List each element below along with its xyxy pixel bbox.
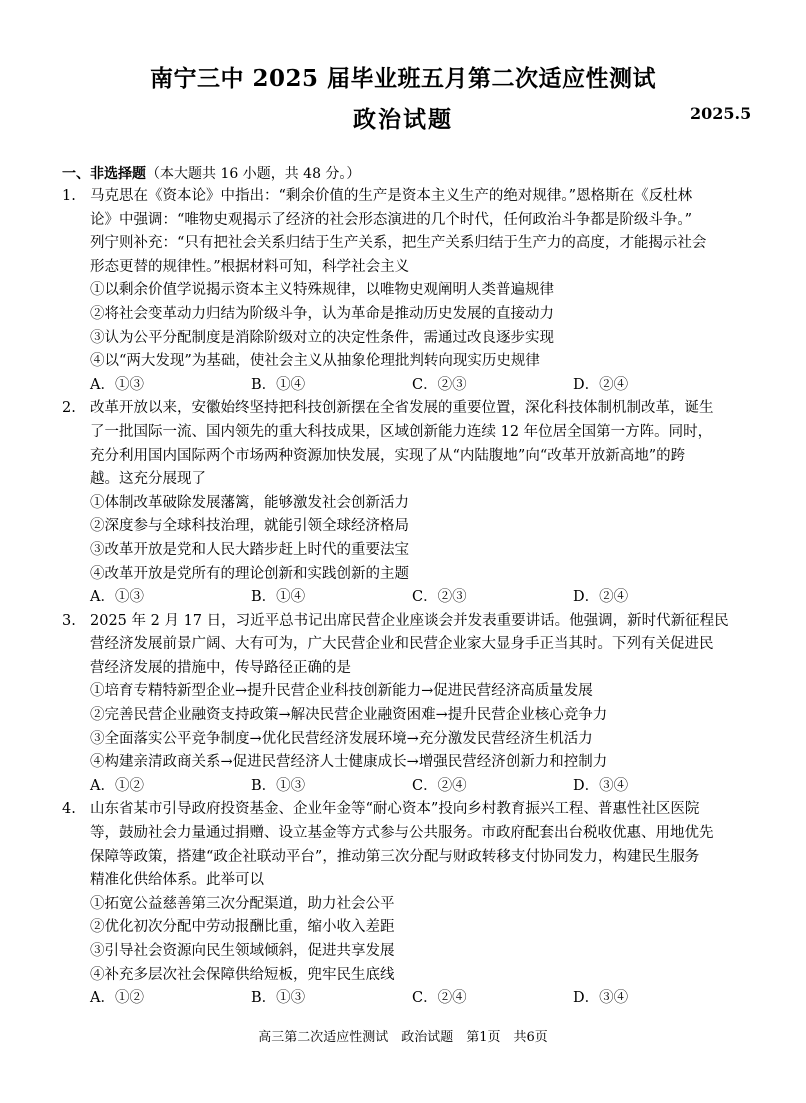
- option-c: C．②④: [412, 777, 467, 794]
- question-stem-line: 改革开放以来，安徽始终坚持把科技创新摆在全省发展的重要位置，深化科技体制机制改革，诞生: [90, 400, 714, 417]
- question-stem-line: 马克思在《资本论》中指出：“剩余价值的生产是资本主义生产的绝对规律。”恩格斯在《反杜林: [90, 188, 693, 204]
- question-stem-line: 等，鼓励社会力量通过捐赠、设立基金等方式参与公共服务。市政府配套出台税收优惠、用地优先: [90, 825, 714, 842]
- question-stem-line: 营经济发展前景广阔、大有可为，广大民营企业和民营企业家大显身手正当其时。下列有关促进民: [90, 636, 714, 653]
- statement-item: ④补充多层次社会保障供给短板，兜牢民生底线: [90, 966, 395, 983]
- option-d: D．③④: [573, 777, 629, 794]
- statement-item: ④构建亲清政商关系→促进民营经济人士健康成长→增强民营经济创新力和控制力: [90, 754, 608, 771]
- statement-item: ④改革开放是党所有的理论创新和实践创新的主题: [90, 565, 409, 582]
- question-number: 2.: [62, 400, 76, 417]
- question-3: [62, 610, 752, 799]
- option-b: B．①③: [251, 777, 306, 794]
- answer-options: [62, 586, 752, 610]
- section-title: 一、非选择题: [62, 166, 146, 182]
- question-stem-line: 精准化供给体系。此举可以: [90, 872, 264, 889]
- exam-title: 南宁三中 2025 届毕业班五月第二次适应性测试: [149, 65, 657, 92]
- question-stem-line: 列宁则补充：“只有把社会关系归结于生产关系，把生产关系归结于生产力的高度，才能揭示社会: [90, 235, 707, 252]
- statement-item: ④以“两大发现”为基础，使社会主义从抽象伦理批判转向现实历史规律: [90, 353, 540, 370]
- option-a: A．①③: [90, 376, 144, 393]
- question-stem-line: 了一批国际一流、国内领先的重大科技成果，区域创新能力连续 12 年位居全国第一方阵。同时，: [90, 423, 713, 440]
- statement-item: ③引导社会资源向民生领域倾斜，促进共享发展: [90, 943, 395, 959]
- option-c: C．②③: [412, 589, 467, 606]
- question-stem-line: 营经济发展的措施中，传导路径正确的是: [90, 659, 351, 676]
- statement-item: ②优化初次分配中劳动报酬比重，缩小收入差距: [90, 919, 395, 936]
- answer-options: [62, 987, 752, 1011]
- question-number: 3.: [62, 612, 76, 629]
- answer-options: [62, 374, 752, 398]
- section-header: [62, 163, 752, 185]
- statement-item: ③认为公平分配制度是消除阶级对立的决定性条件，需通过改良逐步实现: [90, 329, 554, 346]
- statement-item: ①以剩余价值学说揭示资本主义特殊规律，以唯物史观阐明人类普遍规律: [90, 282, 554, 299]
- question-number: 4.: [62, 801, 76, 818]
- option-c: C．②③: [412, 376, 467, 393]
- question-number: 1.: [62, 188, 76, 204]
- question-stem-line: 保障等政策，搭建“政企社联动平台”，推动第三次分配与财政转移支付协同发力，构建民生服务: [90, 848, 700, 865]
- question-stem-line: 越。这充分展现了: [90, 471, 206, 488]
- answer-options: [62, 775, 752, 799]
- option-d: D．②④: [573, 589, 629, 606]
- exam-subtitle: 政治试题: [353, 106, 453, 133]
- question-content: [62, 163, 752, 1011]
- option-b: B．①④: [251, 376, 306, 393]
- statement-item: ①体制改革破除发展藩篱，能够激发社会创新活力: [90, 494, 409, 511]
- option-d: D．③④: [573, 990, 629, 1007]
- exam-date: 2025.5: [690, 104, 752, 123]
- question-1: [62, 185, 752, 397]
- question-stem-line: 山东省某市引导政府投资基金、企业年金等“耐心资本”投向乡村教育振兴工程、普惠性社区医院: [90, 801, 700, 818]
- statement-item: ②深度参与全球科技治理，就能引领全球经济格局: [90, 518, 409, 535]
- statement-item: ②完善民营企业融资支持政策→解决民营企业融资困难→提升民营企业核心竞争力: [90, 707, 608, 724]
- option-b: B．①③: [251, 990, 306, 1007]
- statement-item: ①拓宽公益慈善第三次分配渠道，助力社会公平: [90, 895, 395, 912]
- question-stem-line: 2025 年 2 月 17 日，习近平总书记出席民营企业座谈会并发表重要讲话。他强调，新时代新征程民: [90, 612, 729, 629]
- statement-item: ③全面落实公平竞争制度→优化民营经济发展环境→充分激发民营经济生机活力: [90, 730, 593, 747]
- statement-item: ③改革开放是党和人民大踏步赶上时代的重要法宝: [90, 541, 409, 558]
- question-stem-line: 形态更替的规律性。”根据材料可知，科学社会主义: [90, 258, 410, 275]
- question-stem-line: 论》中强调：“唯物史观揭示了经济的社会形态演进的几个时代，任何政治斗争都是阶级斗争。”: [90, 211, 693, 228]
- question-2: [62, 397, 752, 609]
- option-c: C．②④: [412, 990, 467, 1007]
- page-footer: 高三第二次适应性测试 政治试题 第1页 共6页: [258, 1030, 548, 1045]
- question-4: [62, 798, 752, 1010]
- option-a: A．①②: [90, 990, 144, 1007]
- question-stem-line: 充分利用国内国际两个市场两种资源加快发展，实现了从“内陆腹地”向“改革开放新高地”的跨: [90, 447, 686, 464]
- statement-item: ①培育专精特新型企业→提升民营企业科技创新能力→促进民营经济高质量发展: [90, 683, 593, 700]
- option-a: A．①②: [90, 777, 144, 794]
- option-d: D．②④: [573, 376, 629, 393]
- section-note: （本大题共 16 小题，共 48 分。）: [146, 166, 361, 182]
- statement-item: ②将社会变革动力归结为阶级斗争，认为革命是推动历史发展的直接动力: [90, 305, 554, 322]
- option-b: B．①④: [251, 589, 306, 606]
- option-a: A．①③: [90, 589, 144, 606]
